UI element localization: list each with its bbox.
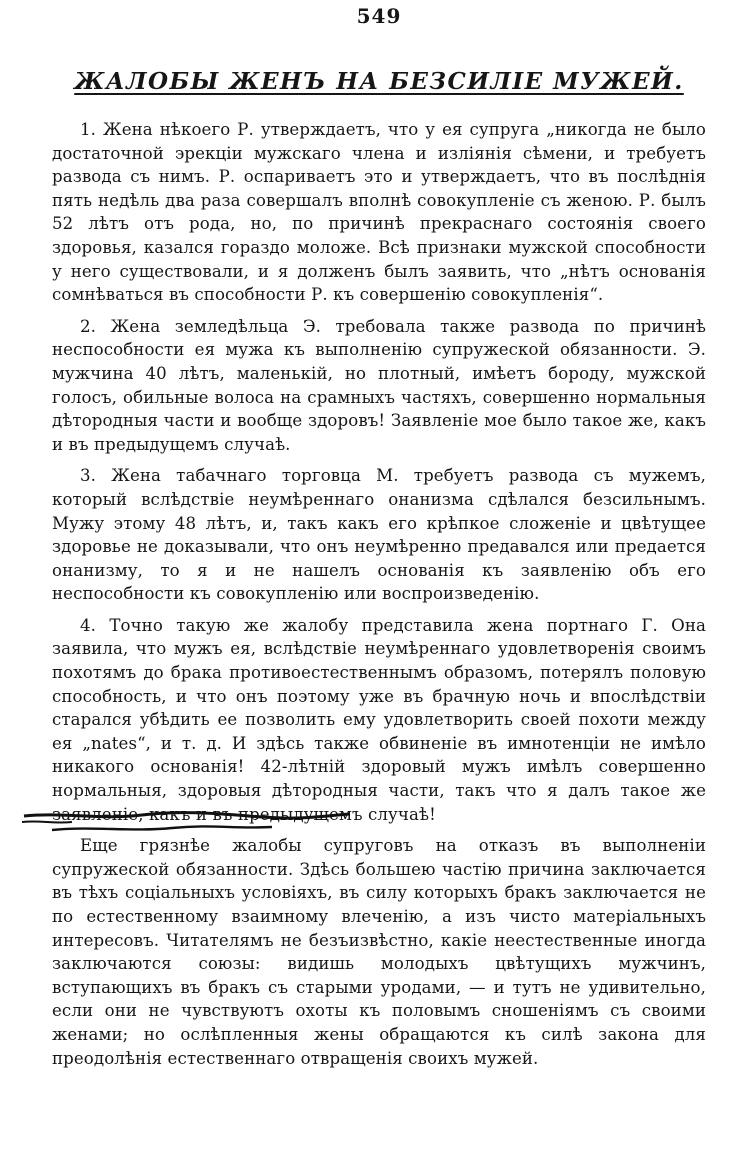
paragraph-5: Еще грязнѣе жалобы супруговъ на отказъ въ выполненіи супружеской обязанности. Здѣсь большею частію причина заключается въ тѣхъ соціальныхъ условіяхъ, въ силу которыхъ бракъ заключается не по естественному взаимному влеченію, а изъ чисто матеріальныхъ интересовъ. Читателямъ не безъизвѣстно, какіе неестественные иногда заключаются союзы: видишь молодыхъ цвѣтущихъ мужчинъ, вступающихъ въ бракъ съ старыми уродами, — и тутъ не удивительно, если они не чувствуютъ охоты къ половымъ сношеніямъ съ своими женами; но ослѣпленныя жены обращаются къ силѣ закона для преодолѣнія естественнаго отвращенія своихъ мужей. (52, 836, 706, 1068)
paragraph-4: 4. Точно такую же жалобу представила жена портнаго Г. Она заявила, что мужъ ея, вслѣдствіе неумѣреннаго удовлетворенія своимъ похотямъ до брака противоестественнымъ образомъ, потерялъ половую способность, и что онъ поэтому уже въ брачную ночь и впослѣдствіи старался убѣдить ее позволить ему удовлетворить своей похоти между ея „nates“, и т. д. И здѣсь также обвиненіе въ имнотенціи не имѣло никакого основанія! 42-лѣтній здоровый мужъ имѣлъ совершенно нормальныя, здоровыя дѣтородныя части, такъ что я далъ такое же заявленіе, какъ и въ предыдущемъ случаѣ! (52, 615, 706, 824)
page-number: 549 (356, 4, 402, 28)
chapter-title: ЖАЛОБЫ ЖЕНЪ НА БЕЗСИЛІЕ МУЖЕЙ. (74, 68, 684, 95)
paragraph-3: 3. Жена табачнаго торговца М. требуетъ развода съ мужемъ, который вслѣдствіе неумѣреннаго онанизма сдѣлался безсильнымъ. Мужу этому 48 лѣтъ, и, такъ какъ его крѣпкое сложеніе и цвѣтущее здоровье не доказывали, что онъ неумѣренно предавался или предается онанизму, то я и не нашелъ основанія къ заявленію объ его неспособности къ совокупленію или воспроизведенію. (52, 466, 706, 604)
book-page (52, 0, 706, 1156)
paragraph-4-wrapper (52, 614, 706, 826)
paragraph-2: 2. Жена земледѣльца Э. требовала также развода по причинѣ неспособности ея мужа къ выполненію супружеской обязанности. Э. мужчина 40 лѣтъ, маленькій, но плотный, имѣетъ бороду, мужской голосъ, обильные волоса на срамныхъ частяхъ, совершенно нормальныя дѣтородныя части и вообще здоровъ! Заявленіе мое было такое же, какъ и въ предыдущемъ случаѣ. (52, 316, 706, 454)
body-text (52, 118, 706, 1078)
paragraph-1: 1. Жена нѣкоего Р. утверждаетъ, что у ея супруга „никогда не было достаточной эрекціи мужскаго члена и изліянія сѣмени, и требуетъ развода съ нимъ. Р. оспариваетъ это и утверждаетъ, что въ послѣднія пять недѣль два раза совершалъ вполнѣ совокупленіе съ женою. Р. былъ 52 лѣтъ отъ рода, но, по причинѣ прекраснаго состоянія своего здоровья, казался гораздо моложе. Всѣ признаки мужской способности у него существовали, и я долженъ былъ заявить, что „нѣтъ основанія сомнѣваться въ способности Р. къ совершенію совокупленія“. (52, 120, 706, 305)
